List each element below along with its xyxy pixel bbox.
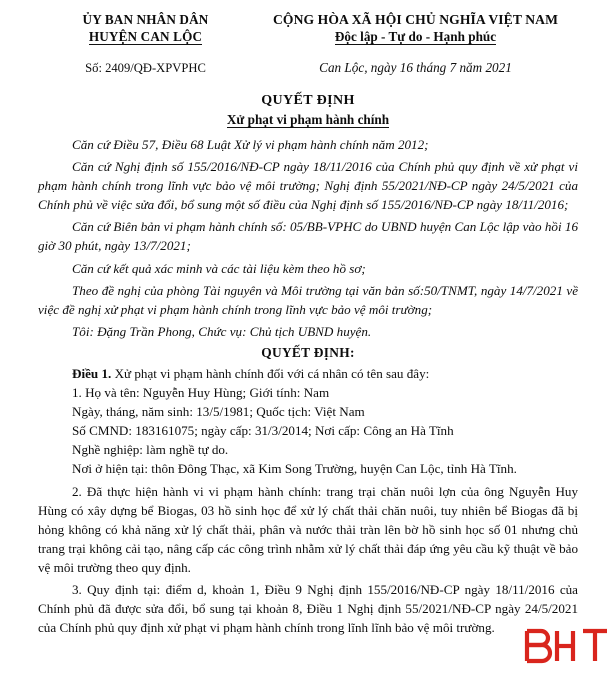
preamble-clause-1: Căn cứ Điều 57, Điều 68 Luật Xử lý vi phạm hành chính năm 2012; bbox=[72, 137, 429, 152]
person-occupation-line: Nghề nghiệp: làm nghề tự do. bbox=[72, 442, 229, 458]
national-name: CỘNG HÒA XÃ HỘI CHỦ NGHĨA VIỆT NAM bbox=[273, 12, 558, 27]
violation-description: 2. Đã thực hiện hành vi vi phạm hành chính: trang trại chăn nuôi lợn của ông Nguyễn Huy Hùng có xây dựng bể Biogas, 03 hồ sinh học để xử lý chất thải chăn nuôi, tuy nhiên bể Biogas đã bị hỏng không có khả năng xử lý chất thải, phân và nước thải tràn lên bờ hồ sinh học số 01 nhưng chủ trang trại không cải tạo, nâng cấp các công trình nhằm xử lý chất thải đáp ứng yêu cầu kỹ thuật về bảo vệ môi trường theo quy định. bbox=[38, 483, 578, 575]
decide-heading: QUYẾT ĐỊNH: bbox=[261, 344, 355, 360]
document-header bbox=[38, 0, 578, 45]
issuing-authority-line-2-text: HUYỆN CAN LỘC bbox=[88, 29, 203, 44]
preamble-clause-5: Theo đề nghị của phòng Tài nguyên và Môi trường tại văn bản số:50/TNMT, ngày 14/7/2021 về việc đề nghị xử phạt vi phạm hành chính trong lĩnh vực bảo vệ môi trường; bbox=[38, 282, 578, 317]
person-id-line: Số CMND: 183161075; ngày cấp: 31/3/2014; Nơi cấp: Công an Hà Tĩnh bbox=[72, 423, 454, 439]
article-1-label: Điều 1. bbox=[72, 365, 112, 381]
article-1-lead: Xử phạt vi phạm hành chính đối với cá nhân có tên sau đây: bbox=[114, 365, 430, 381]
document-title: QUYẾT ĐỊNH bbox=[261, 93, 355, 108]
preamble-clause-3: Căn cứ Biên bản vi phạm hành chính số: 05/BB-VPHC do UBND huyện Can Lộc lập vào hồi 16 giờ 30 phút, ngày 13/7/2021; bbox=[38, 219, 578, 254]
person-name-line: 1. Họ và tên: Nguyễn Huy Hùng; Giới tính: Nam bbox=[72, 385, 330, 401]
issuing-authority-line-2 bbox=[38, 28, 253, 45]
preamble-section bbox=[38, 135, 578, 341]
article-1-heading bbox=[38, 364, 578, 383]
place-and-date: Can Lộc, ngày 16 tháng 7 năm 2021 bbox=[319, 60, 512, 75]
document-subtitle-text: Xử phạt vi phạm hành chính bbox=[226, 112, 390, 127]
person-address-line: Nơi ở hiện tại: thôn Đông Thạc, xã Kim Song Trường, huyện Can Lộc, tỉnh Hà Tĩnh. bbox=[72, 461, 517, 477]
legal-basis-clause: 3. Quy định tại: điểm d, khoản 1, Điều 9 Nghị định 155/2016/NĐ-CP ngày 18/11/2016 của Chính phủ đã được sửa đổi, bổ sung tại khoản 8, Điều 1 Nghị định 55/2021/NĐ-CP ngày 24/5/2021 của Chính phủ quy định xử phạt vi phạm hành chính trong lĩnh lĩnh bảo vệ môi trường. bbox=[38, 581, 578, 636]
article-1-section bbox=[38, 364, 578, 637]
national-heading-block bbox=[253, 11, 578, 45]
document-subtitle bbox=[38, 111, 578, 128]
national-motto bbox=[253, 28, 578, 45]
signer-statement: Tôi: Đặng Trần Phong, Chức vụ: Chủ tịch UBND huyện. bbox=[72, 323, 372, 339]
document-meta-row bbox=[38, 60, 578, 76]
preamble-clause-2: Căn cứ Nghị định số 155/2016/NĐ-CP ngày 18/11/2016 của Chính phủ quy định về xử phạt vi phạm hành chính trong lĩnh vực bảo vệ môi trường; Nghị định 55/2021/NĐ-CP ngày 24/5/2021 của Chính phủ về việc sửa đổi, bổ sung một số điều của Nghị định số 155/2016/NĐ-CP ngày 18/11/2016; bbox=[38, 159, 578, 213]
document-sheet bbox=[38, 0, 578, 690]
issuing-authority-line-1: ỦY BAN NHÂN DÂN bbox=[82, 12, 209, 27]
preamble-clause-4: Căn cứ kết quả xác minh và các tài liệu kèm theo hồ sơ; bbox=[72, 260, 366, 276]
document-number: Số: 2409/QĐ-XPVPHC bbox=[85, 61, 206, 75]
issuing-authority-block bbox=[38, 11, 253, 45]
national-motto-text: Độc lập - Tự do - Hạnh phúc bbox=[334, 29, 497, 44]
person-birth-line: Ngày, tháng, năm sinh: 13/5/1981; Quốc tịch: Việt Nam bbox=[72, 404, 365, 420]
